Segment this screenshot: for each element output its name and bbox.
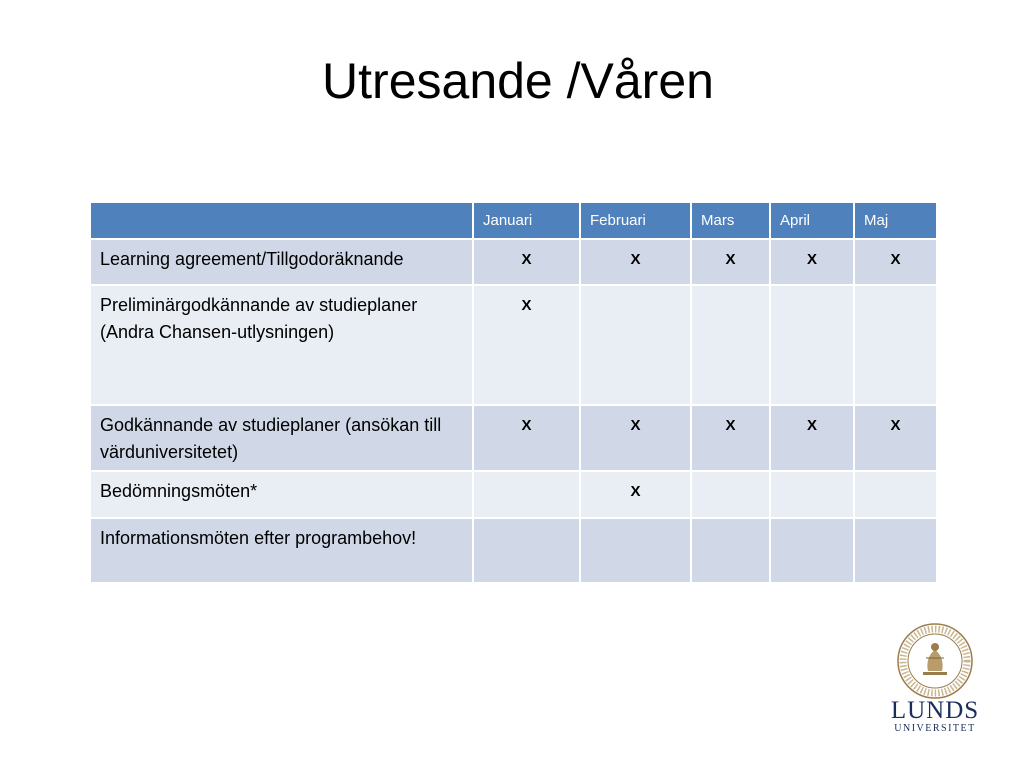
table-row (90, 518, 937, 583)
row-label: Preliminärgodkännande av studieplaner (Andra Chansen-utlysningen) (90, 285, 473, 405)
mark-cell: X (770, 405, 854, 471)
lunds-universitet-logo (886, 622, 984, 738)
mark-cell (854, 518, 937, 583)
mark-cell: X (691, 405, 770, 471)
row-label: Godkännande av studieplaner (ansökan till värduniversitetet) (90, 405, 473, 471)
schedule-table (89, 201, 938, 584)
header-corner-cell (90, 202, 473, 239)
mark-cell (691, 285, 770, 405)
mark-cell: X (473, 239, 580, 285)
table-row (90, 285, 937, 405)
mark-cell (770, 471, 854, 518)
header-month-mars: Mars (691, 202, 770, 239)
mark-cell (854, 471, 937, 518)
mark-cell (854, 285, 937, 405)
mark-cell (691, 471, 770, 518)
mark-cell: X (854, 405, 937, 471)
mark-cell (473, 471, 580, 518)
row-label: Bedömningsmöten* (90, 471, 473, 518)
mark-cell: X (580, 239, 691, 285)
mark-cell: X (770, 239, 854, 285)
header-month-januari: Januari (473, 202, 580, 239)
mark-cell (770, 518, 854, 583)
header-row (90, 202, 937, 239)
header-month-februari: Februari (580, 202, 691, 239)
slide-title: Utresande /Våren (322, 53, 714, 109)
header-month-april: April (770, 202, 854, 239)
mark-cell (473, 518, 580, 583)
table-row (90, 405, 937, 471)
header-month-maj: Maj (854, 202, 937, 239)
logo-subtitle: UNIVERSITET (894, 723, 976, 734)
mark-cell (580, 518, 691, 583)
row-label: Learning agreement/Tillgodoräknande (90, 239, 473, 285)
mark-cell (580, 285, 691, 405)
mark-cell (770, 285, 854, 405)
table-row (90, 471, 937, 518)
mark-cell: X (580, 405, 691, 471)
mark-cell: X (473, 405, 580, 471)
university-seal-icon (896, 622, 974, 700)
table-row (90, 239, 937, 285)
mark-cell: X (691, 239, 770, 285)
mark-cell: X (854, 239, 937, 285)
logo-name: LUNDS (890, 697, 980, 724)
row-label: Informationsmöten efter programbehov! (90, 518, 473, 583)
mark-cell (691, 518, 770, 583)
mark-cell: X (580, 471, 691, 518)
mark-cell: X (473, 285, 580, 405)
